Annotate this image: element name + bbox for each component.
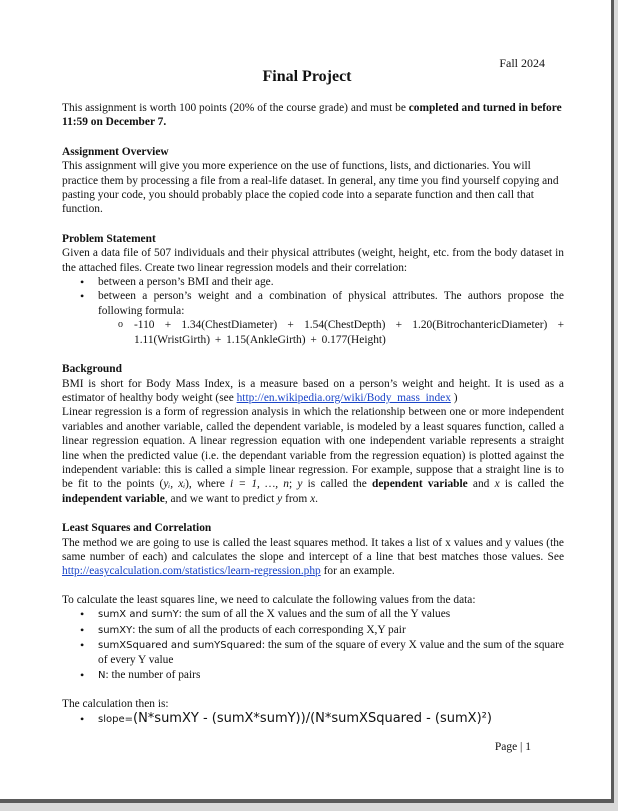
values-list (62, 607, 564, 683)
deadline-text: completed and turned in before 11:59 on December 7. (62, 102, 562, 129)
formula-list (98, 318, 564, 347)
list-item: • sumXSquared and sumYSquared: the sum of the square of every X value and the sum of the square of every Y value (62, 638, 564, 668)
list-item: • sumXY: the sum of all the products of each corresponding X,Y pair (62, 623, 564, 638)
list-item: • N: the number of pairs (62, 668, 564, 683)
easycalculation-link[interactable]: http://easycalculation.com/statistics/learn-regression.php (62, 565, 321, 578)
document-body (62, 101, 564, 727)
weight-formula: o -110 + 1.34(ChestDiameter) + 1.54(ChestDepth) + 1.20(BitrochantericDiameter) + 1.11(WristGirth) + 1.15(AnkleGirth) + 0.177(Height) (98, 318, 564, 347)
wikipedia-link[interactable]: http://en.wikipedia.org/wiki/Body_mass_index (236, 391, 451, 404)
intro-paragraph: This assignment is worth 100 points (20% of the course grade) and must be completed and turned in before 11:59 on December 7. (62, 102, 562, 129)
page-title: Final Project (262, 68, 352, 85)
problem-heading: Problem Statement (62, 232, 156, 245)
list-item: • between a person’s weight and a combination of physical attributes. The authors propose the following formula: o -110 + 1.34(ChestDiameter) + 1.54(ChestDepth) + 1.20(BitrochantericDiameter) + 1.11(WristGirth) + 1.15(AnkleGirth) + 0.177(Height) (62, 289, 564, 347)
calculation-intro: The calculation then is: (62, 698, 169, 711)
slope-formula: • slope=(N*sumXY - (sumX*sumY))/(N*sumXSquared - (sumX)²) (62, 712, 564, 727)
calculation-list (62, 712, 564, 727)
overview-paragraph: This assignment will give you more experience on the use of functions, lists, and dictionaries. You will practice them by processing a file from a real-life dataset. In general, any time you find yourself copying and pasting your code, you should probably place the copied code into a separate function and then call that function. (62, 160, 559, 216)
background-paragraph-2: Linear regression is a form of regression analysis in which the relationship between one or more independent variables and another variable, called the dependent variable, is modeled by a least squares function, called a linear regression equation. A linear regression equation with one independent variable represents a straight line when the predicted value (i.e. the dependant variable from the regression equation) is plotted against the independent variable: this is called a simple linear regression. For example, suppose that a straight line is to be fit to the points (yᵢ, xᵢ), where i = 1, …, n; y is called the dependent variable and x is called the independent variable, and we want to predict y from x. (62, 406, 564, 505)
page-number: Page | 1 (494, 741, 531, 753)
header-date: Fall 2024 (499, 56, 545, 70)
list-item: • sumX and sumY: the sum of all the X values and the sum of all the Y values (62, 607, 564, 622)
least-squares-paragraph: The method we are going to use is called the least squares method. It takes a list of x values and y values (the same number of each) and calculates the slope and intercept of a line that best matches those values. See http://easycalculation.com/statistics/learn-regression.php for an example. (62, 536, 564, 578)
list-item: • between a person’s BMI and their age. (62, 275, 564, 289)
values-intro: To calculate the least squares line, we need to calculate the following values from the data: (62, 593, 476, 606)
background-paragraph-1: BMI is short for Body Mass Index, is a measure based on a person’s weight and height. It is used as a estimator of healthy body weight (see http://en.wikipedia.org/wiki/Body_mass_index ) (62, 377, 564, 404)
overview-heading: Assignment Overview (62, 145, 169, 158)
background-heading: Background (62, 363, 122, 376)
least-squares-heading: Least Squares and Correlation (62, 522, 212, 535)
problem-paragraph: Given a data file of 507 individuals and their physical attributes (weight, height, etc. from the body dataset in the attached files. Create two linear regression models and their correlation: (62, 247, 564, 274)
problem-list (62, 275, 564, 347)
